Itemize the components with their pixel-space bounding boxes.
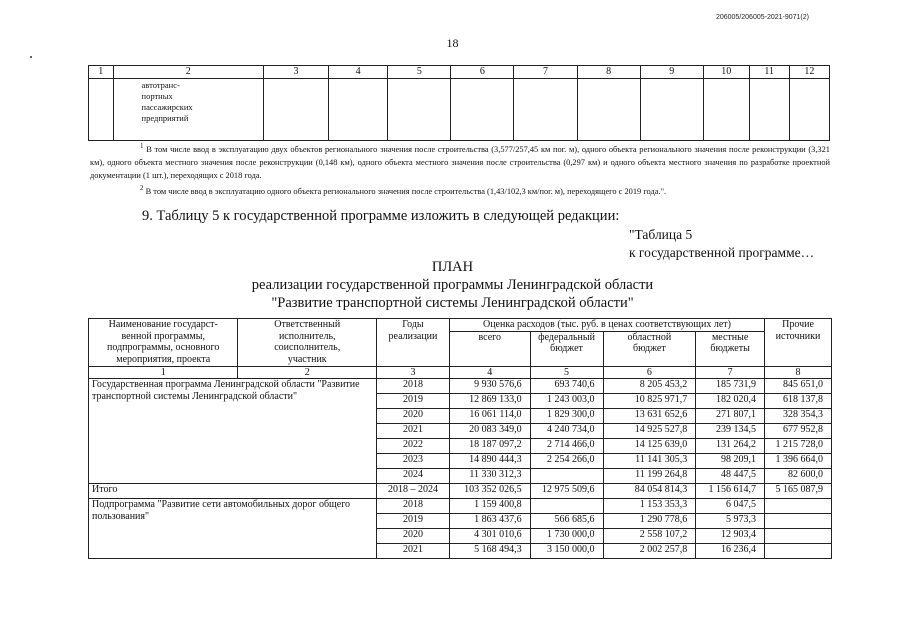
cell-other xyxy=(765,544,832,559)
subprogram-name: Подпрограмма "Развитие сети автомобильных дорог общего пользования" xyxy=(89,499,377,559)
column-number: 2 xyxy=(113,66,263,79)
cell-total: 12 869 133,0 xyxy=(449,394,530,409)
cell-local: 16 236,4 xyxy=(696,544,765,559)
cell-regional: 14 925 527,8 xyxy=(603,424,696,439)
cell-regional: 2 558 107,2 xyxy=(603,529,696,544)
cell-local: 48 447,5 xyxy=(696,469,765,484)
cell-regional: 10 825 971,7 xyxy=(603,394,696,409)
cell-other: 618 137,8 xyxy=(765,394,832,409)
cell-local: 131 264,2 xyxy=(696,439,765,454)
column-number: 6 xyxy=(451,66,514,79)
cell-local: 6 047,5 xyxy=(696,499,765,514)
program-name: Государственная программа Ленинградской области "Развитие транспортной системы Ленинградской области" xyxy=(89,379,377,484)
table-header-row xyxy=(89,66,830,79)
plan-title xyxy=(0,258,905,312)
cell-year: 2019 xyxy=(377,514,450,529)
cell-federal xyxy=(530,469,603,484)
cell-total: 20 083 349,0 xyxy=(449,424,530,439)
cell-total: 103 352 026,5 xyxy=(449,484,530,499)
cell-regional: 11 141 305,3 xyxy=(603,454,696,469)
header-estimate: Оценка расходов (тыс. руб. в ценах соответствующих лет) xyxy=(449,319,764,332)
cell-federal: 1 829 300,0 xyxy=(530,409,603,424)
column-number: 8 xyxy=(765,366,832,379)
cell-regional: 13 631 652,6 xyxy=(603,409,696,424)
plan-table xyxy=(88,318,832,559)
column-number: 11 xyxy=(749,66,789,79)
column-number: 2 xyxy=(238,366,377,379)
cell-total: 18 187 097,2 xyxy=(449,439,530,454)
cell-local: 239 134,5 xyxy=(696,424,765,439)
plan-subheading: реализации государственной программы Ленинградской области xyxy=(251,277,654,293)
column-number: 7 xyxy=(696,366,765,379)
header-name: Наименование государст- венной программы, подпрограммы, основного мероприятия, проекта xyxy=(89,319,238,367)
cell-year: 2018 – 2024 xyxy=(377,484,450,499)
footnote-1 xyxy=(90,140,830,182)
appendix-label xyxy=(629,226,814,262)
plan-subheading: "Развитие транспортной системы Ленинградской области" xyxy=(271,295,634,311)
cell-federal: 2 254 266,0 xyxy=(530,454,603,469)
total-row xyxy=(89,484,832,499)
document-id: 206005/206005-2021-9071(2) xyxy=(715,14,809,21)
table-row xyxy=(89,499,832,514)
cell-other: 677 952,8 xyxy=(765,424,832,439)
table-header-row xyxy=(89,319,832,332)
cell-local: 182 020,4 xyxy=(696,394,765,409)
cell-total: 11 330 312,3 xyxy=(449,469,530,484)
cell-year: 2020 xyxy=(377,409,450,424)
cell-local: 185 731,9 xyxy=(696,379,765,394)
cell-year: 2022 xyxy=(377,439,450,454)
cell-total: 4 301 010,6 xyxy=(449,529,530,544)
cell-other xyxy=(765,529,832,544)
cell-total: 1 159 400,8 xyxy=(449,499,530,514)
cell-other: 328 354,3 xyxy=(765,409,832,424)
page-number: 18 xyxy=(446,36,459,50)
margin-mark xyxy=(30,56,32,58)
cell-total: 1 863 437,6 xyxy=(449,514,530,529)
header-federal: федеральный бюджет xyxy=(530,331,603,366)
cell-other: 82 600,0 xyxy=(765,469,832,484)
cell-regional: 11 199 264,8 xyxy=(603,469,696,484)
cell-regional: 1 290 778,6 xyxy=(603,514,696,529)
cell-federal: 1 243 003,0 xyxy=(530,394,603,409)
cell-federal: 12 975 509,6 xyxy=(530,484,603,499)
cell-total: 9 930 576,6 xyxy=(449,379,530,394)
appendix-label-line: "Таблица 5 xyxy=(629,227,693,242)
column-number: 1 xyxy=(89,66,114,79)
cell-local: 1 156 614,7 xyxy=(696,484,765,499)
column-number: 10 xyxy=(703,66,749,79)
footnotes xyxy=(90,140,830,198)
cell-local: 5 973,3 xyxy=(696,514,765,529)
cell-federal: 3 150 000,0 xyxy=(530,544,603,559)
cell-local: 271 807,1 xyxy=(696,409,765,424)
cell-other: 845 651,0 xyxy=(765,379,832,394)
column-number: 6 xyxy=(603,366,696,379)
column-number-row xyxy=(89,366,832,379)
column-number: 5 xyxy=(530,366,603,379)
column-number: 5 xyxy=(388,66,451,79)
column-number: 3 xyxy=(264,66,329,79)
cell-other xyxy=(765,499,832,514)
cell-regional: 14 125 639,0 xyxy=(603,439,696,454)
footnote-text: В том числе ввод в эксплуатацию одного объекта регионального значения после строительства (1,43/102,3 км/пог. м), переходящего с 2019 года.". xyxy=(143,186,667,196)
cell-regional: 1 153 353,3 xyxy=(603,499,696,514)
footnote-mark: 2 xyxy=(140,183,144,192)
plan-heading: ПЛАН xyxy=(431,259,474,275)
column-number: 8 xyxy=(577,66,640,79)
cell-total: 16 061 114,0 xyxy=(449,409,530,424)
cell-year: 2024 xyxy=(377,469,450,484)
cell-year: 2018 xyxy=(377,499,450,514)
header-responsible: Ответственный исполнитель, соисполнитель, участник xyxy=(238,319,377,367)
cell-year: 2023 xyxy=(377,454,450,469)
cell-year: 2019 xyxy=(377,394,450,409)
column-number: 4 xyxy=(449,366,530,379)
column-number: 7 xyxy=(514,66,577,79)
cell-local: 12 903,4 xyxy=(696,529,765,544)
header-local: местные бюджеты xyxy=(696,331,765,366)
instruction-paragraph: 9. Таблицу 5 к государственной программе изложить в следующей редакции: xyxy=(142,208,620,224)
header-years: Годы реализации xyxy=(377,319,450,367)
header-total: всего xyxy=(449,331,530,366)
cell-other xyxy=(765,514,832,529)
cell-federal: 693 740,6 xyxy=(530,379,603,394)
cell-federal: 2 714 466,0 xyxy=(530,439,603,454)
column-number: 3 xyxy=(377,366,450,379)
footnote-2 xyxy=(90,182,830,198)
column-number: 4 xyxy=(329,66,388,79)
cell-other: 5 165 087,9 xyxy=(765,484,832,499)
footnote-text: В том числе ввод в эксплуатацию двух объектов регионального значения после строительства (3,577/257,45 км пог. м), одного объекта регионального значения после реконструкции (3,321 км), одного объекта местного значения после реконструкции (0,148 км), одного объекта местного значения после строительства (0,297 км) и одного объекта местного значения по разработке проектной документации (1 шт.), переходящих с 2018 года. xyxy=(90,144,830,180)
column-number: 9 xyxy=(640,66,703,79)
cell-total: 14 890 444,3 xyxy=(449,454,530,469)
footnote-mark: 1 xyxy=(140,142,144,150)
cell-year: 2018 xyxy=(377,379,450,394)
cell-federal: 4 240 734,0 xyxy=(530,424,603,439)
cell-regional: 84 054 814,3 xyxy=(603,484,696,499)
cell-regional: 8 205 453,2 xyxy=(603,379,696,394)
cell-federal xyxy=(530,499,603,514)
cell-federal: 566 685,6 xyxy=(530,514,603,529)
previous-table-continuation xyxy=(88,65,830,141)
header-other: Прочие источники xyxy=(765,319,832,367)
column-number: 12 xyxy=(789,66,829,79)
cell-year: 2021 xyxy=(377,544,450,559)
cell-local: 98 209,1 xyxy=(696,454,765,469)
cell-total: 5 168 494,3 xyxy=(449,544,530,559)
cell-other: 1 215 728,0 xyxy=(765,439,832,454)
row-name: автотранс- портных пассажирских предприятий xyxy=(113,79,263,141)
column-number: 1 xyxy=(89,366,238,379)
cell-regional: 2 002 257,8 xyxy=(603,544,696,559)
cell-year: 2020 xyxy=(377,529,450,544)
cell-year: 2021 xyxy=(377,424,450,439)
header-regional: областной бюджет xyxy=(603,331,696,366)
table-row xyxy=(89,79,830,141)
table-row xyxy=(89,379,832,394)
cell-federal: 1 730 000,0 xyxy=(530,529,603,544)
cell-other: 1 396 664,0 xyxy=(765,454,832,469)
appendix-label-line: к государственной программе… xyxy=(629,245,815,260)
total-label: Итого xyxy=(89,484,377,499)
